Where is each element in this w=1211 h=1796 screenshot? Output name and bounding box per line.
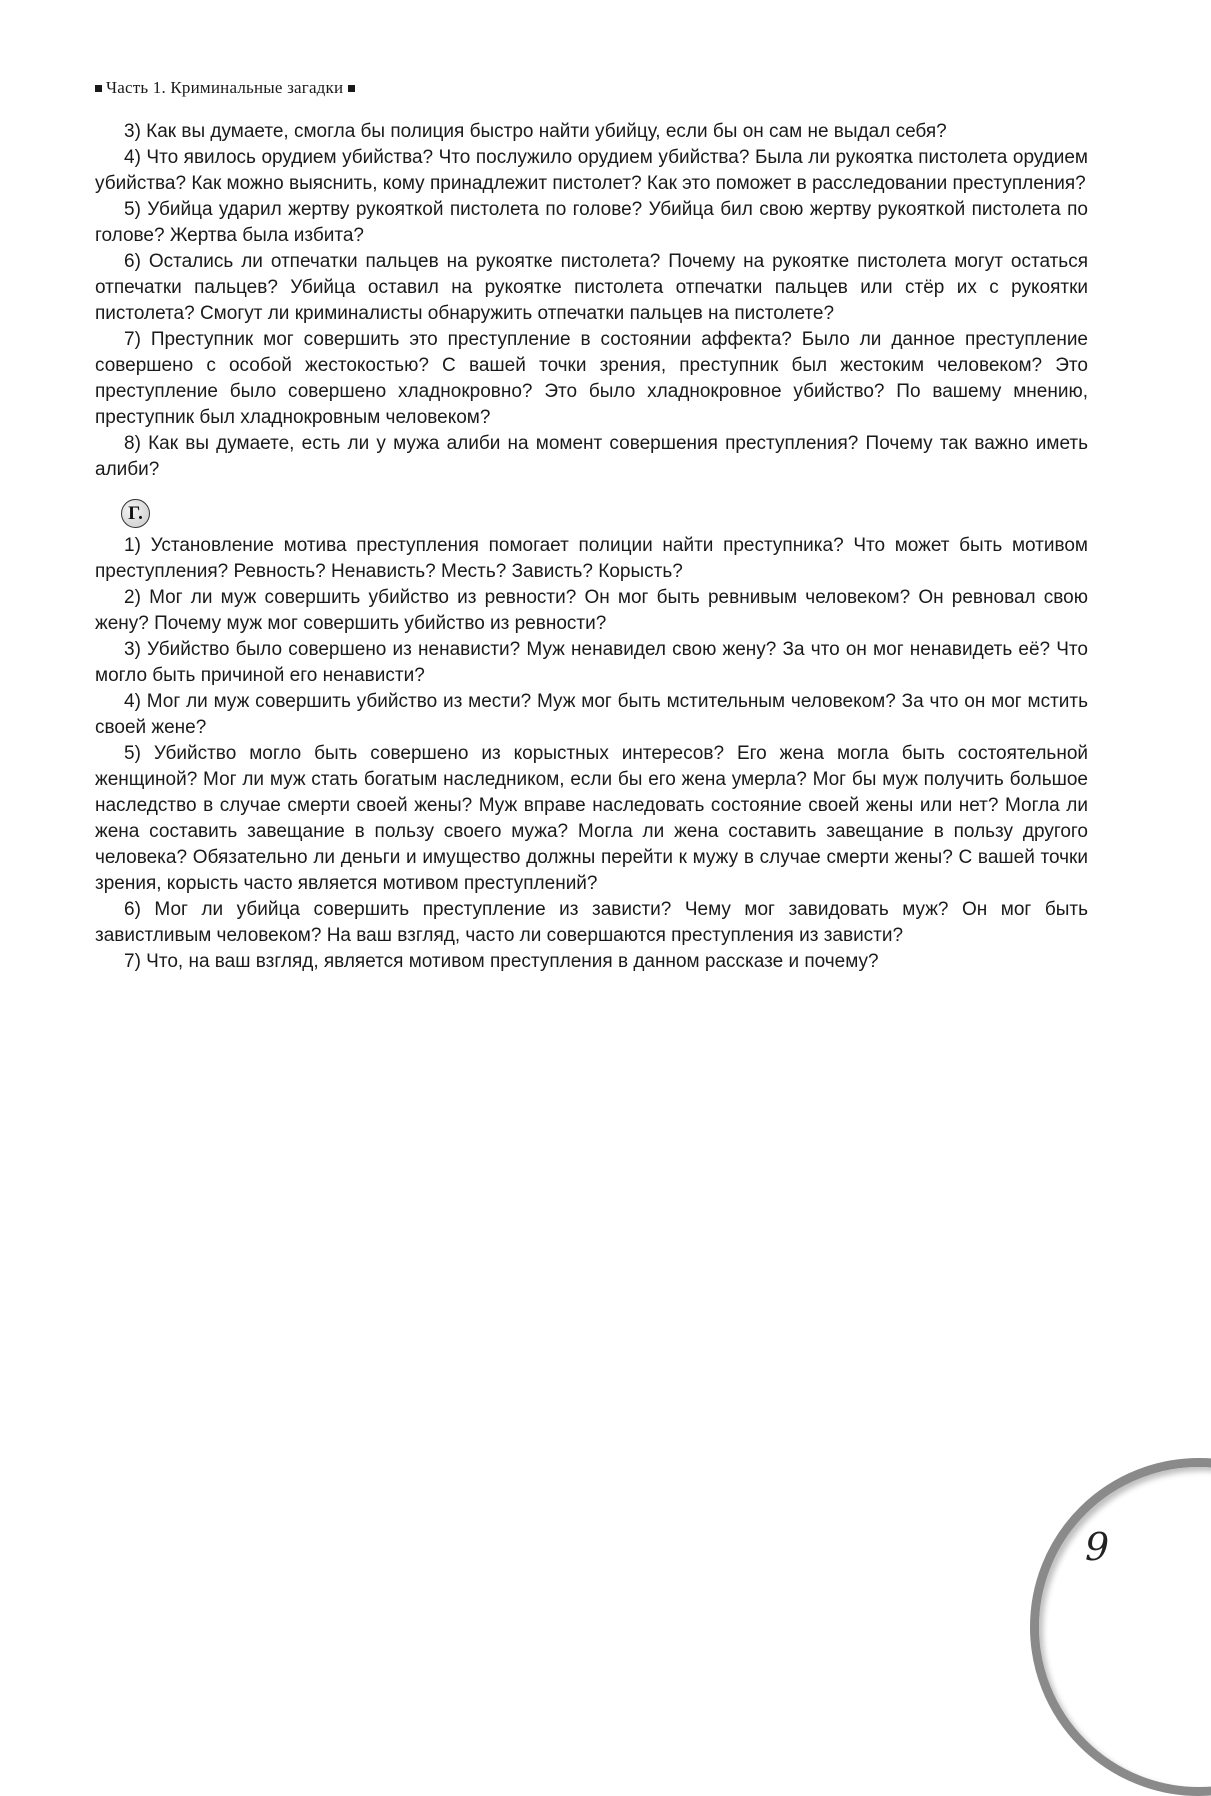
question-paragraph: 1) Установление мотива преступления помогает полиции найти преступника? Что может быть мотивом преступления? Ревность? Ненависть? Месть? Зависть? Корысть?: [95, 535, 1088, 582]
page-number: 9: [1085, 1525, 1110, 1569]
section-marker: [121, 499, 1088, 531]
question-paragraph: 7) Что, на ваш взгляд, является мотивом преступления в данном рассказе и почему?: [124, 951, 879, 972]
question-paragraph: 5) Убийство могло быть совершено из корыстных интересов? Его жена могла быть состоятельной женщиной? Мог ли муж стать богатым наследником, если бы его жена умерла? Мог бы муж получить большое наследство в случае смерти своей жены? Муж вправе наследовать состояние своей жены или нет? Могла ли жена составить завещание в пользу своего мужа? Могла ли жена составить завещание в пользу другого человека? Обязательно ли деньги и имущество должны перейти к мужу в случае смерти жены? С вашей точки зрения, корысть часто является мотивом преступлений?: [95, 743, 1088, 894]
question-paragraph: 4) Мог ли муж совершить убийство из мести? Муж мог быть мстительным человеком? За что он мог мстить своей жене?: [95, 691, 1088, 738]
question-paragraph: 7) Преступник мог совершить это преступление в состоянии аффекта? Было ли данное преступление совершено с особой жестокостью? С вашей точки зрения, преступник был жестоким человеком? Это преступление было совершено хладнокровно? Это было хладнокровное убийство? По вашему мнению, преступник был хладнокровным человеком?: [95, 329, 1088, 428]
page-body: [95, 119, 1088, 975]
question-paragraph: 8) Как вы думаете, есть ли у мужа алиби на момент совершения преступления? Почему так важно иметь алиби?: [95, 433, 1088, 480]
question-paragraph: 3) Как вы думаете, смогла бы полиция быстро найти убийцу, если бы он сам не выдал себя?: [124, 121, 947, 142]
question-paragraph: 2) Мог ли муж совершить убийство из ревности? Он мог быть ревнивым человеком? Он ревновал свою жену? Почему муж мог совершить убийство из ревности?: [95, 587, 1088, 634]
square-bullet-icon: [348, 85, 355, 92]
question-paragraph: 5) Убийца ударил жертву рукояткой пистолета по голове? Убийца бил свою жертву рукояткой пистолета по голове? Жертва была избита?: [95, 199, 1088, 246]
page-corner-arc: [1030, 1458, 1211, 1796]
running-header: [95, 78, 355, 98]
question-paragraph: 6) Остались ли отпечатки пальцев на рукоятке пистолета? Почему на рукоятке пистолета могут остаться отпечатки пальцев? Убийца оставил на рукоятке пистолета отпечатки пальцев или стёр их с рукоятки пистолета? Смогут ли криминалисты обнаружить отпечатки пальцев на пистолете?: [95, 251, 1088, 324]
square-bullet-icon: [95, 85, 102, 92]
running-title: Часть 1. Криминальные загадки: [106, 78, 344, 97]
question-paragraph: 6) Мог ли убийца совершить преступление из зависти? Чему мог завидовать муж? Он мог быть завистливым человеком? На ваш взгляд, часто ли совершаются преступления из зависти?: [95, 899, 1088, 946]
question-paragraph: 3) Убийство было совершено из ненависти? Муж ненавидел свою жену? За что он мог ненавидеть её? Что могло быть причиной его ненависти?: [95, 639, 1088, 686]
question-paragraph: 4) Что явилось орудием убийства? Что послужило орудием убийства? Была ли рукоятка пистолета орудием убийства? Как можно выяснить, кому принадлежит пистолет? Как это поможет в расследовании преступления?: [95, 147, 1088, 194]
section-letter-badge: Г.: [121, 499, 150, 528]
